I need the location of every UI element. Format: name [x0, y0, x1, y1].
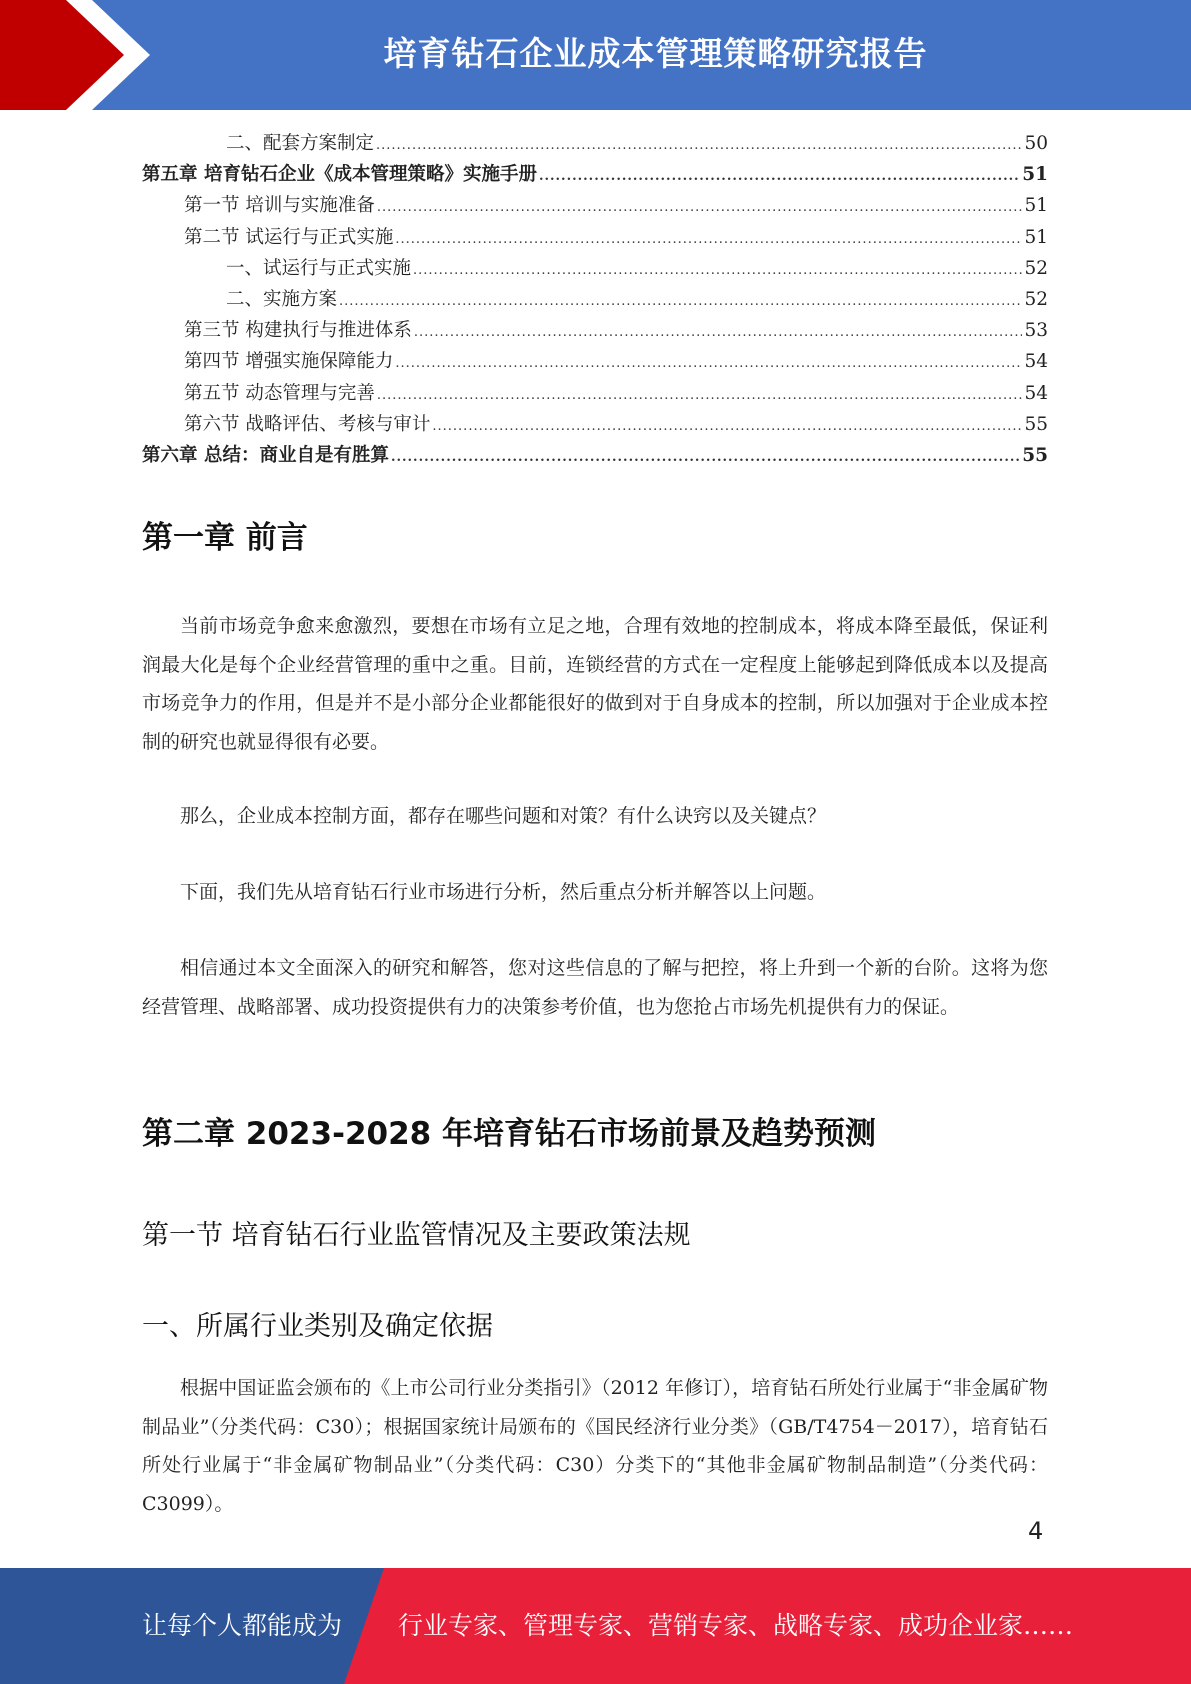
chapter-1-paragraph: 下面，我们先从培育钻石行业市场进行分析，然后重点分析并解答以上问题。	[180, 881, 827, 903]
toc-entry-text: 一、试运行与正式实施	[226, 257, 412, 279]
chapter-2-paragraph: 根据中国证监会颁布的《上市公司行业分类指引》（2012 年修订），培育钻石所处行业属于“非金属矿物制品业”（分类代码：C30）；根据国家统计局颁布的《国民经济行业分类》（GB/T4754－2017），培育钻石所处行业属于“非金属矿物制品业”（分类代码：C30）分类下的“其他非金属矿物制品制造”（分类代码：C3099）。	[142, 1377, 1048, 1515]
toc-page-number: 51	[1022, 164, 1048, 186]
toc-entry-text: 第二节 试运行与正式实施	[184, 226, 394, 248]
toc-leader	[339, 286, 1022, 317]
toc-leader	[395, 348, 1022, 379]
toc-page-number: 55	[1024, 413, 1048, 435]
subsection-heading: 一、所属行业类别及确定依据	[142, 1311, 493, 1342]
toc-page-number: 51	[1024, 195, 1048, 217]
toc-leader	[539, 161, 1020, 192]
toc-entry[interactable]	[142, 159, 1048, 190]
toc-entry[interactable]	[142, 440, 1048, 471]
toc-page-number: 50	[1024, 133, 1048, 154]
toc-entry-text: 二、配套方案制定	[226, 133, 375, 154]
chapter-1-heading: 第一章 前言	[142, 520, 308, 556]
toc-entry[interactable]	[142, 315, 1048, 346]
section-heading: 第一节 培育钻石行业监管情况及主要政策法规	[142, 1220, 691, 1251]
toc-entry-text: 第五节 动态管理与完善	[184, 382, 375, 404]
table-of-contents	[142, 128, 1048, 471]
chapter-1-paragraph: 相信通过本文全面深入的研究和解答，您对这些信息的了解与把控，将上升到一个新的台阶。这将为您经营管理、战略部署、成功投资提供有力的决策参考价值，也为您抢占市场先机提供有力的保证。	[142, 957, 1048, 1018]
toc-leader	[414, 317, 1023, 348]
report-title: 培育钻石企业成本管理策略研究报告	[383, 34, 928, 73]
page-footer	[0, 1568, 1191, 1684]
toc-page-number: 51	[1024, 226, 1048, 248]
toc-page-number: 55	[1022, 444, 1048, 466]
toc-entry-text: 第五章 培育钻石企业《成本管理策略》实施手册	[142, 164, 537, 186]
toc-leader	[391, 442, 1020, 473]
toc-page-number: 53	[1024, 320, 1048, 342]
toc-page-number: 54	[1024, 351, 1048, 373]
toc-entry[interactable]	[142, 284, 1048, 315]
footer-slogan-right: 行业专家、管理专家、营销专家、战略专家、成功企业家……	[398, 1611, 1074, 1640]
chapter-1-paragraph: 那么，企业成本控制方面，都存在哪些问题和对策？有什么诀窍以及关键点？	[180, 805, 827, 827]
toc-entry-text: 第四节 增强实施保障能力	[184, 351, 394, 373]
page-header	[0, 0, 1191, 110]
toc-page-number: 54	[1024, 382, 1048, 404]
chapter-1-paragraph: 当前市场竞争愈来愈激烈，要想在市场有立足之地，合理有效地的控制成本，将成本降至最低，保证利润最大化是每个企业经营管理的重中之重。目前，连锁经营的方式在一定程度上能够起到降低成本以及提高市场竞争力的作用，但是并不是小部分企业都能很好的做到对于自身成本的控制，所以加强对于企业成本控制的研究也就显得很有必要。	[142, 615, 1048, 753]
toc-entry-text: 第一节 培训与实施准备	[184, 195, 375, 217]
toc-page-number: 52	[1024, 288, 1048, 310]
toc-entry[interactable]	[142, 253, 1048, 284]
toc-leader	[395, 224, 1022, 255]
toc-entry[interactable]	[142, 346, 1048, 377]
toc-entry[interactable]	[142, 378, 1048, 409]
toc-entry-text: 第三节 构建执行与推进体系	[184, 320, 412, 342]
toc-entry[interactable]	[142, 222, 1048, 253]
toc-leader	[377, 192, 1023, 223]
toc-leader	[376, 130, 1022, 161]
chapter-2-heading: 第二章 2023-2028 年培育钻石市场前景及趋势预测	[142, 1116, 877, 1152]
toc-entry[interactable]	[142, 409, 1048, 440]
toc-page-number: 52	[1024, 257, 1048, 279]
toc-entry[interactable]	[142, 128, 1048, 159]
toc-leader	[413, 255, 1022, 286]
toc-entry[interactable]	[142, 190, 1048, 221]
toc-entry-text: 第六节 战略评估、考核与审计	[184, 413, 431, 435]
footer-slogan-left: 让每个人都能成为	[142, 1611, 343, 1640]
toc-entry-text: 第六章 总结：商业自是有胜算	[142, 444, 389, 466]
toc-leader	[432, 411, 1022, 442]
toc-leader	[377, 380, 1023, 411]
toc-entry-text: 二、实施方案	[226, 288, 338, 310]
page-number: 4	[1028, 1517, 1044, 1545]
